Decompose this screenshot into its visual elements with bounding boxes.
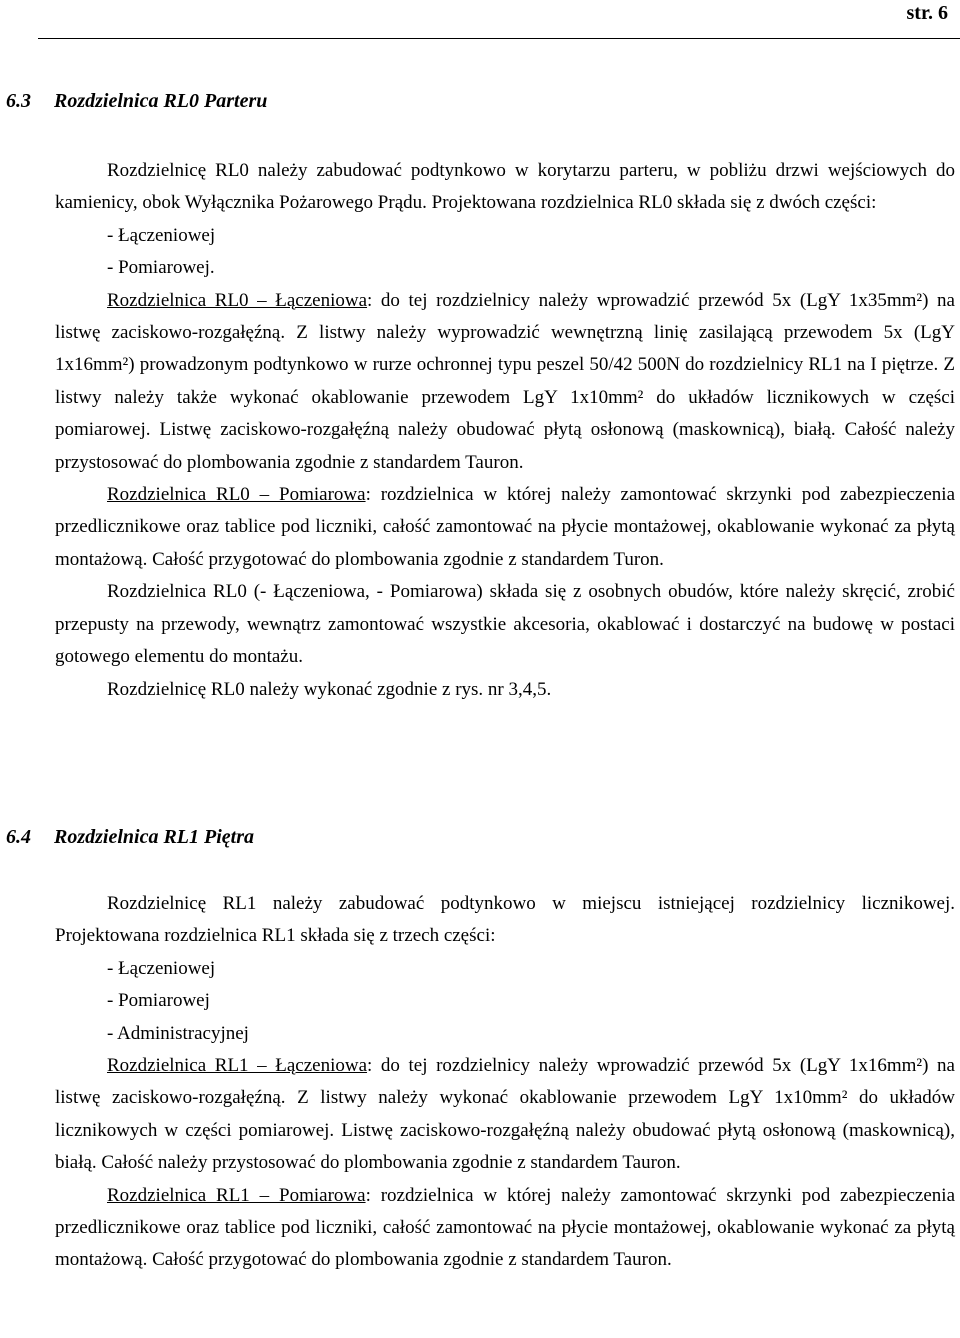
paragraph-intro: Rozdzielnicę RL0 należy zabudować podtynkowo w korytarzu parteru, w pobliżu drzwi wejściowych do kamienicy, obok Wyłącznika Pożarowego Prądu. Projektowana rozdzielnica RL0 składa się z dwóch części:: [55, 160, 955, 214]
list-item: - Łączeniowej: [107, 957, 216, 979]
list-item: - Pomiarowej: [107, 990, 210, 1012]
section-number: 6.4: [6, 826, 31, 848]
paragraph-intro: Rozdzielnicę RL1 należy zabudować podtynkowo w miejscu istniejącej rozdzielnicy licznikowej. Projektowana rozdzielnica RL1 składa się z trzech części:: [55, 893, 955, 947]
page-number: str. 6: [906, 2, 948, 24]
header-rule: [38, 38, 960, 39]
subsection-text: : do tej rozdzielnicy należy wprowadzić przewód 5x (LgY 1x16mm²) na listwę zaciskowo-rozgałęźną. Z listwy należy wykonać okablowanie przewodem LgY 1x10mm² do układów licznikowych w części pomiarowej. Listwę zaciskowo-rozgałęźną należy obudować płytą osłonową (maskownicą), białą. Całość należy przystosować do plombowania zgodnie z standardem Tauron.: [55, 1055, 955, 1174]
paragraph-pomiarowa: [55, 479, 955, 576]
section-number: 6.3: [6, 90, 31, 112]
paragraph-laczeniowa: [55, 285, 955, 479]
list-item: - Pomiarowej.: [107, 257, 215, 279]
list-item: - Łączeniowej: [107, 224, 216, 246]
paragraph-figure-ref: Rozdzielnicę RL0 należy wykonać zgodnie z rys. nr 3,4,5.: [107, 678, 552, 700]
section-heading-6-4: [6, 826, 254, 849]
subsection-label: Rozdzielnica RL1 – Łączeniowa: [107, 1055, 368, 1077]
subsection-label: Rozdzielnica RL1 – Pomiarowa: [107, 1184, 366, 1206]
list-item: - Administracyjnej: [107, 1022, 249, 1044]
paragraph-assembly: Rozdzielnica RL0 (- Łączeniowa, - Pomiarowa) składa się z osobnych obudów, które należy skręcić, zrobić przepusty na przewody, wewnątrz zamontować wszystkie akcesoria, okablować i dostarczyć na budowę w postaci gotowego elementu do montażu.: [55, 581, 955, 668]
section-heading-6-3: [6, 90, 267, 113]
paragraph-laczeniowa: [55, 1050, 955, 1180]
subsection-text: : rozdzielnica w której należy zamontować skrzynki pod zabezpieczenia przedlicznikowe oraz tablice pod liczniki, całość zamontować na płycie montażowej, okablowanie wykonać za płytą montażową. Całość przygotować do plombowania zgodnie z standardem Tauron.: [55, 1184, 956, 1271]
section-6-4-body: [55, 888, 955, 1277]
subsection-label: Rozdzielnica RL0 – Łączeniowa: [107, 289, 368, 311]
section-title: Rozdzielnica RL0 Parteru: [54, 90, 268, 112]
section-title: Rozdzielnica RL1 Piętra: [54, 826, 254, 848]
section-6-3-body: [55, 155, 955, 706]
subsection-text: : do tej rozdzielnicy należy wprowadzić przewód 5x (LgY 1x35mm²) na listwę zaciskowo-rozgałęźną. Z listwy należy wyprowadzić wewnętrzną linię zasilającą przewodem 5x (LgY 1x16mm²) prowadzonym podtynkowo w rurze ochronnej typu peszel 50/42 500N do rozdzielnicy RL1 na I piętrze. Z listwy należy także wykonać okablowanie przewodem LgY 1x10mm² do układów licznikowych w części pomiarowej. Listwę zaciskowo-rozgałęźną należy obudować płytą osłonową (maskownicą), białą. Całość należy przystosować do plombowania zgodnie z standardem Tauron.: [55, 289, 955, 473]
subsection-text: : rozdzielnica w której należy zamontować skrzynki pod zabezpieczenia przedlicznikowe oraz tablice pod liczniki, całość zamontować na płycie montażowej, okablowanie wykonać za płytą montażową. Całość przygotować do plombowania zgodnie z standardem Turon.: [55, 484, 956, 570]
paragraph-pomiarowa: [55, 1180, 955, 1277]
subsection-label: Rozdzielnica RL0 – Pomiarowa: [107, 484, 366, 506]
